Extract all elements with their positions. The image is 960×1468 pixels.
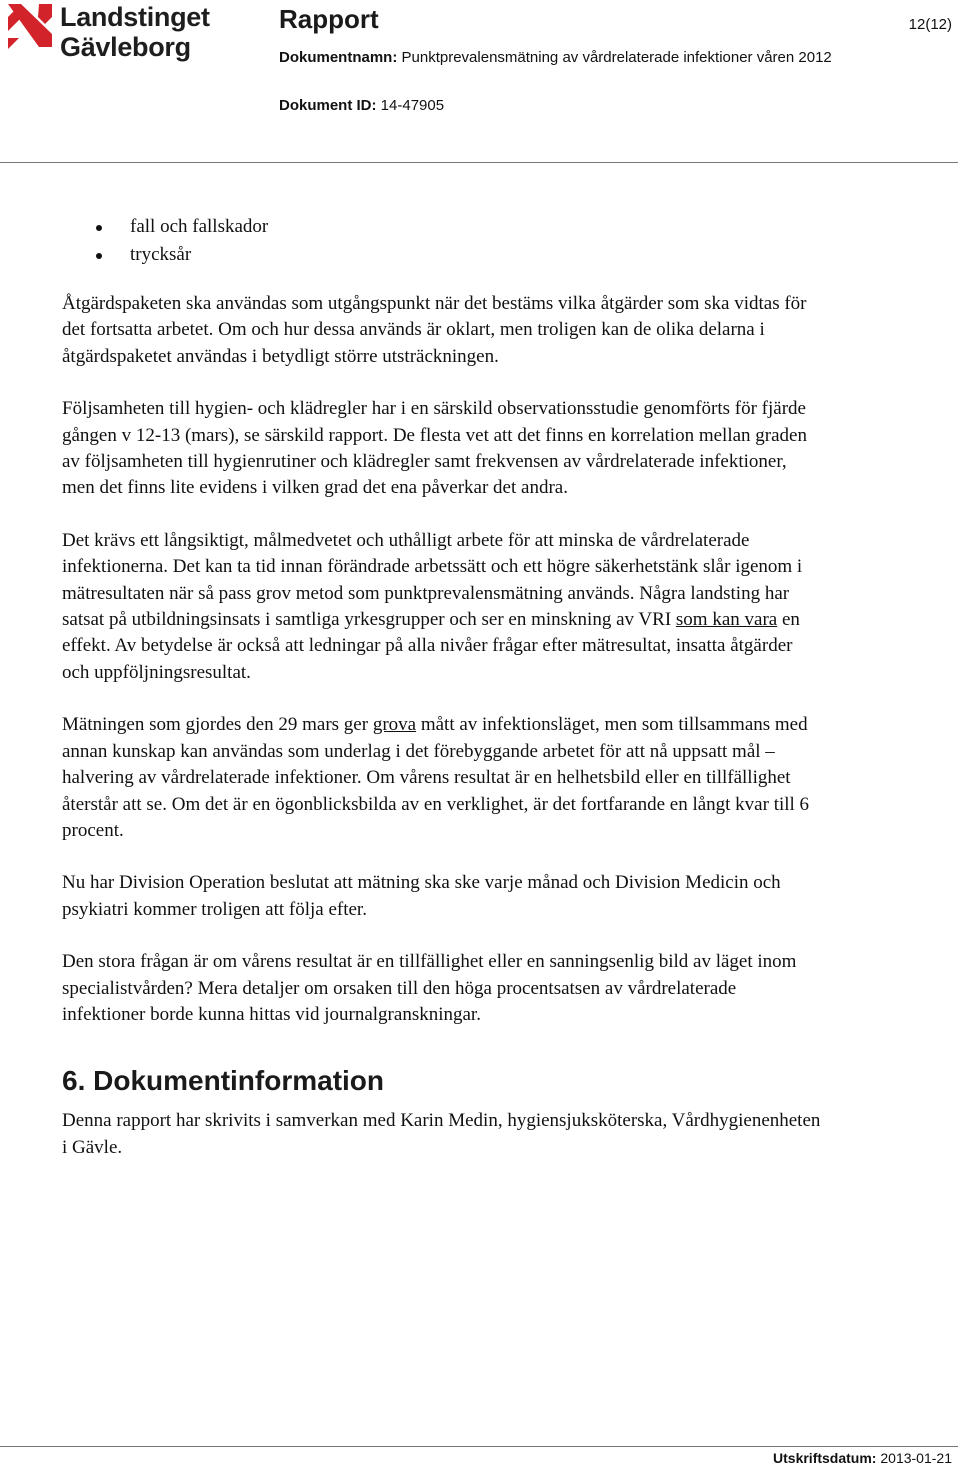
page-number: 12(12) bbox=[908, 16, 952, 33]
logo-line-1: Landstinget bbox=[60, 2, 210, 32]
document-type-title: Rapport bbox=[279, 4, 379, 34]
document-id-value: 14-47905 bbox=[380, 97, 445, 114]
paragraph-division-operation: Nu har Division Operation beslutat att mätning ska ske varje månad och Division Medicin och psykiatri kommer troligen att följa efter. bbox=[62, 872, 781, 920]
bullet-item: fall och fallskador bbox=[62, 213, 822, 241]
text-segment: mått av infektionsläget, men som tillsammans med annan kunskap kan användas som underlag i det förebyggande arbetet för att nå uppsatt mål – halvering av vårdrelaterade infektioner. Om vårens resultat är en helhetsbild eller en tillfällighet återstår att se. Om det är en ögonblicksbilda av en verklighet, är det fortfarande en långt kvar till 6 procent. bbox=[62, 714, 810, 841]
text-segment: Mätningen som gjordes den 29 mars ger bbox=[62, 714, 373, 736]
paragraph-compliance: Följsamheten till hygien- och klädregler har i en särskild observationsstudie genomförts för fjärde gången v 12-13 (mars), se särskild rapport. De flesta vet att det finns en korrelation mellan graden av följsamheten till hygienrutiner och klädregler samt frekvensen av vårdrelaterade infektioner, men det finns lite evidens i vilken grad det ena påverkar det andra. bbox=[62, 398, 807, 499]
logo bbox=[8, 2, 218, 66]
paragraph-document-info: Denna rapport har skrivits i samverkan med Karin Medin, hygiensjuksköterska, Vårdhygienenheten i Gävle. bbox=[62, 1110, 821, 1158]
footer bbox=[773, 1450, 952, 1466]
underlined-text: grova bbox=[372, 714, 417, 736]
paragraph-big-question: Den stora frågan är om vårens resultat är en tillfällighet eller en sanningsenlig bild av läget inom specialistvården? Mera detaljer om orsaken till den höga procentsatsen av vårdrelaterade infektioner borde kunna hittas vid journalgranskningar. bbox=[62, 951, 797, 1025]
document-name-value: Punktprevalensmätning av vårdrelaterade infektioner våren 2012 bbox=[401, 49, 832, 66]
logo-line-2: Gävleborg bbox=[60, 32, 191, 62]
document-name-line bbox=[279, 49, 832, 66]
document-body bbox=[62, 213, 822, 1187]
text-segment: Det krävs ett långsiktigt, målmedvetet och uthålligt arbete för att minska de vårdrelaterade infektionerna. Det kan ta tid innan förändrade arbetssätt och ett högre säkerhetstänk slår igenom i mätresultaten när så pass grov metod som punktprevalensmätning används. Några landsting har satsat på utbildningsinsats i samtliga yrkesgrupper och ser en minskning av VRI bbox=[62, 529, 803, 631]
logo-text bbox=[60, 2, 210, 62]
text-segment: en effekt. Av betydelse är också att ledningar på alla nivåer frågar efter mätresultat, insatta åtgärder och uppföljningsresultat. bbox=[62, 609, 800, 683]
document-id-label: Dokument ID: bbox=[279, 97, 377, 114]
paragraph-action-packages: Åtgärdspaketen ska användas som utgångspunkt när det bestäms vilka åtgärder som ska vidtas för det fortsatta arbetet. Om och hur dessa används är oklart, men troligen kan de olika delarna i åtgärdspaketet användas i betydligt större utsträckningen. bbox=[62, 293, 807, 367]
document-name-label: Dokumentnamn: bbox=[279, 49, 398, 66]
footer-divider bbox=[0, 1446, 958, 1447]
section-heading: 6. Dokumentinformation bbox=[62, 1065, 385, 1097]
landstinget-logo-icon bbox=[8, 4, 52, 60]
underlined-text: som kan vara bbox=[675, 609, 778, 631]
print-date-value: 2013-01-21 bbox=[880, 1450, 952, 1466]
bullet-item: trycksår bbox=[62, 241, 822, 269]
paragraph-long-term-work bbox=[62, 528, 822, 686]
header-divider bbox=[0, 162, 958, 163]
bullet-list bbox=[62, 213, 822, 269]
print-date-label: Utskriftsdatum: bbox=[773, 1450, 877, 1466]
paragraph-measurement bbox=[62, 712, 822, 844]
document-id-line bbox=[279, 97, 444, 114]
